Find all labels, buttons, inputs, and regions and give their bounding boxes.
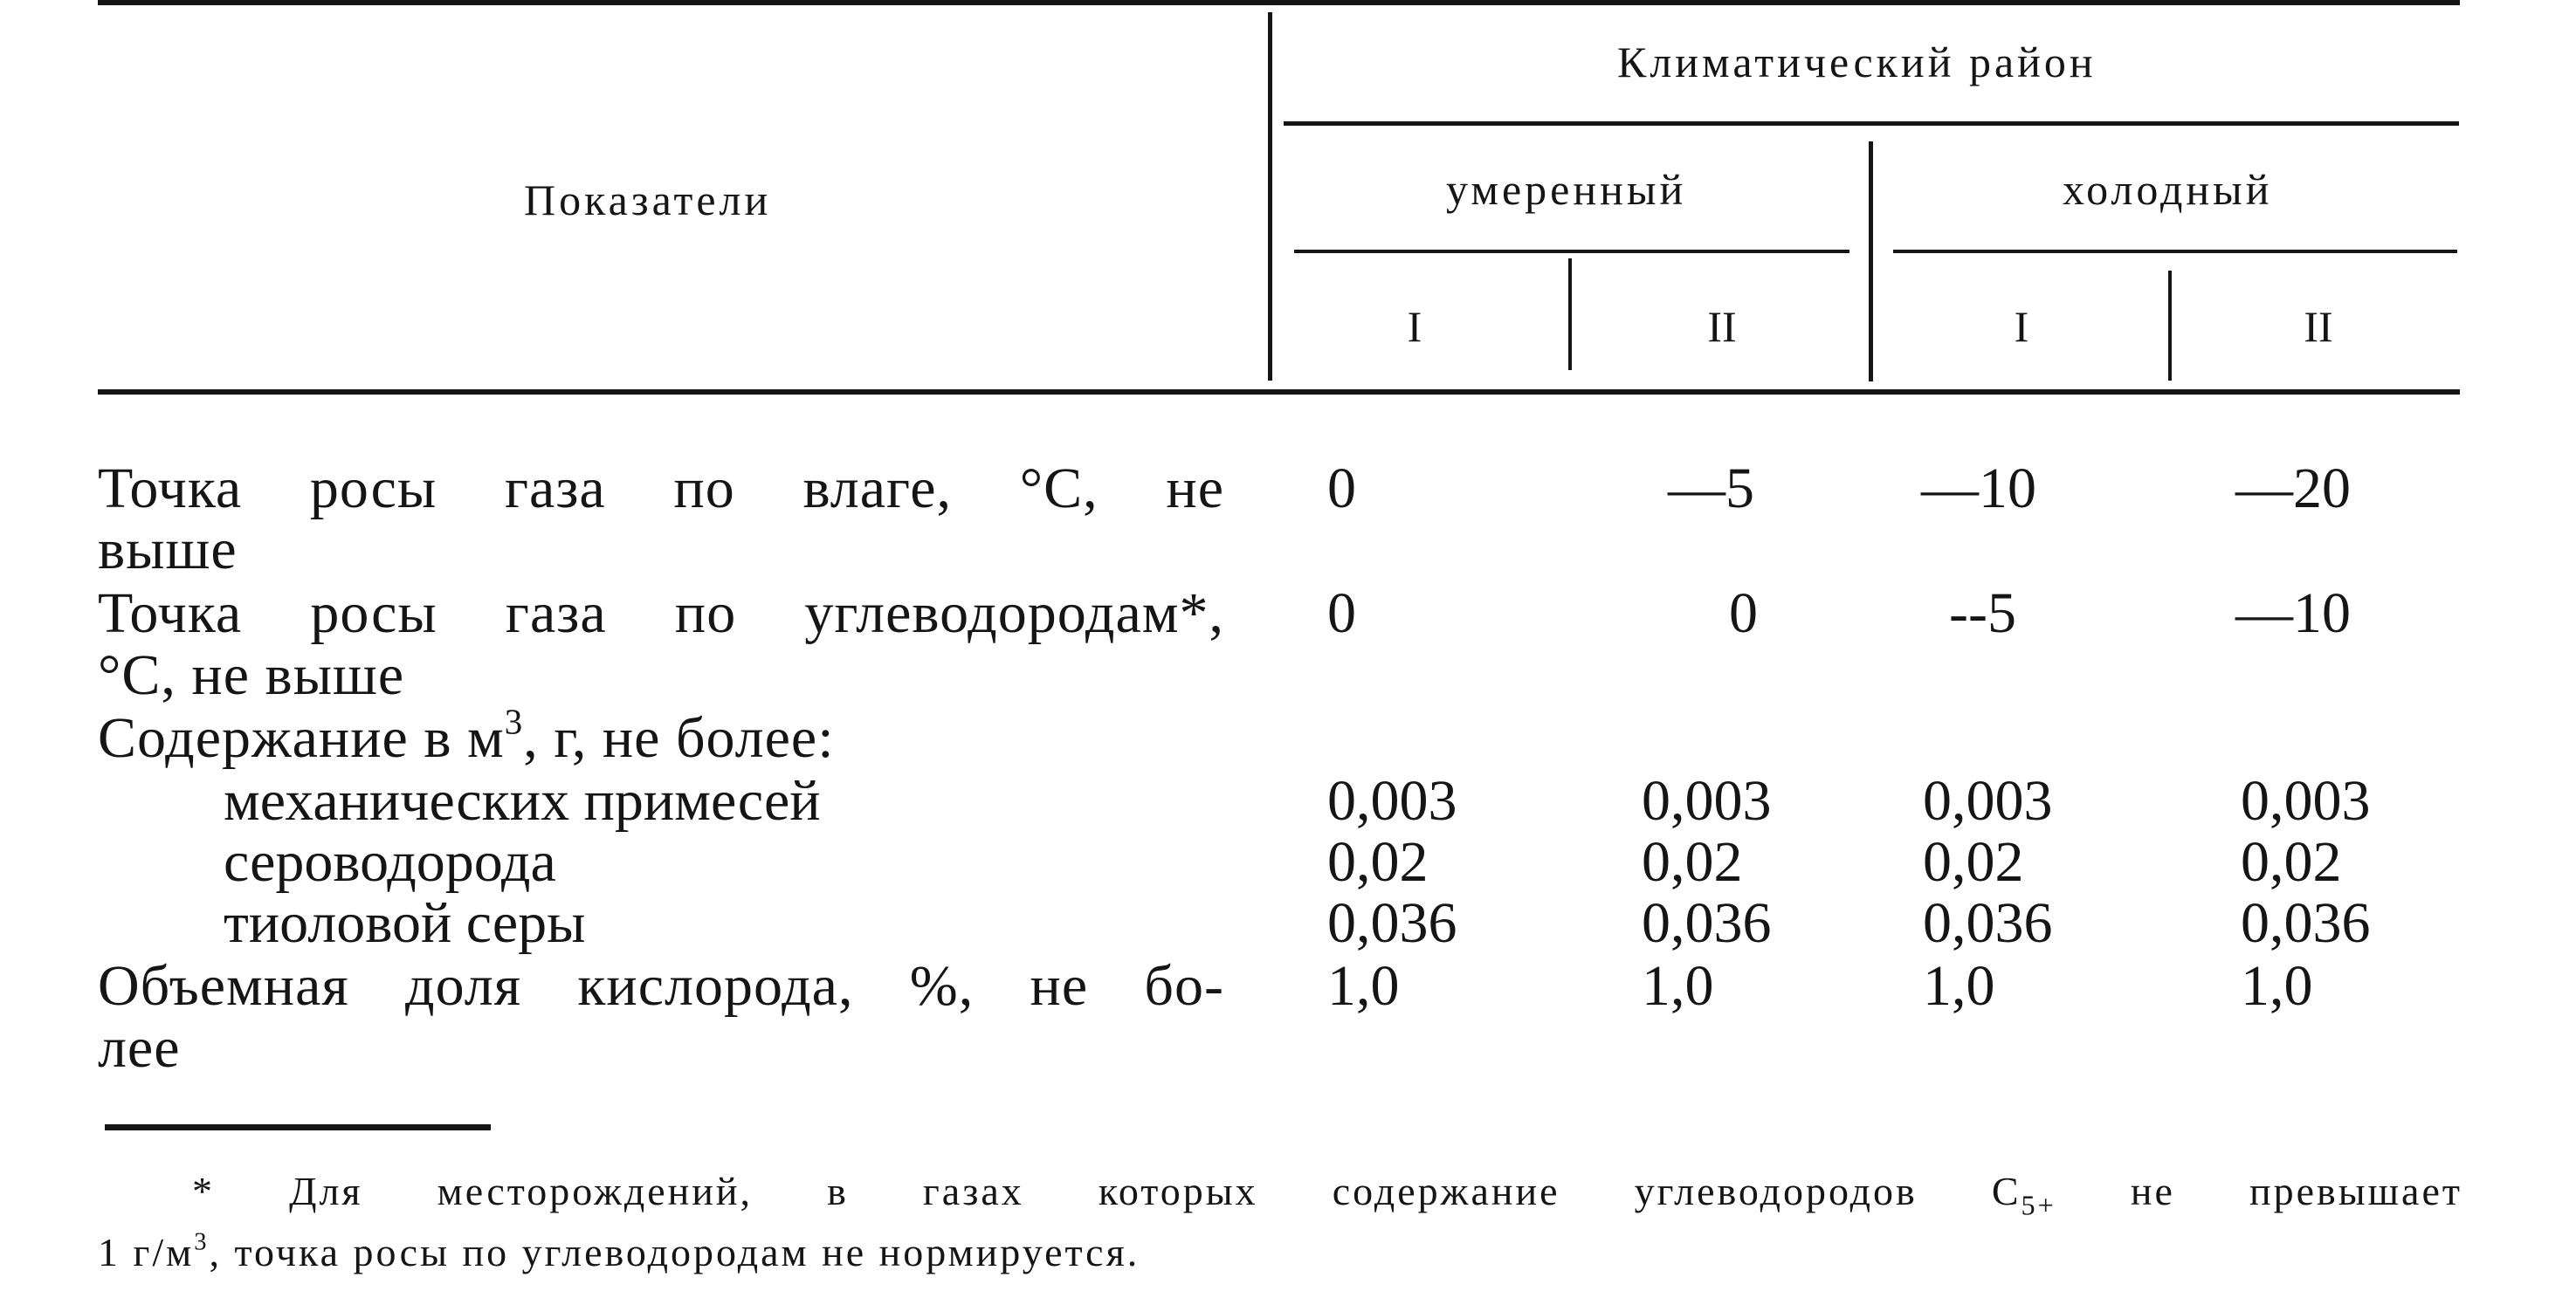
indicators-header: Показатели [524,175,772,224]
cold-underline [1893,250,2457,253]
footnote-line2-prefix: 1 г/м [98,1230,195,1274]
value-moderate-2: 0,02 [1642,830,1743,894]
value-moderate-1: 0 [1327,581,1356,645]
value-cold-2: 0,02 [2241,830,2342,894]
value-cold-2: 0,036 [2241,891,2371,955]
row-label: механических примесей [224,769,821,833]
value-moderate-2: 0 [1729,581,1758,645]
value-cold-2: 0,003 [2241,769,2371,833]
table-top-rule [98,0,2460,5]
row-label-line1: Объемная доля кислорода, %, не бо- [98,954,1224,1018]
moderate-underline [1294,250,1849,253]
footnote-line1-suffix: не превышает [2056,1169,2462,1213]
value-moderate-1: 0,02 [1327,830,1429,894]
value-cold-1: 0,003 [1923,769,2053,833]
header-divider-vertical [1268,12,1272,381]
footnote-separator [105,1124,491,1130]
row-label-line1: Точка росы газа по углеводородам*, [98,581,1224,645]
header-bottom-rule [98,389,2460,395]
subcolumn-cold-2: II [2304,302,2333,351]
footnote-subscript: 5+ [2021,1189,2056,1221]
climatic-region-header: Климатический район [1617,38,2097,86]
row-label-line2: лее [98,1016,181,1080]
value-moderate-1: 0,036 [1327,891,1457,955]
section-label [98,702,835,772]
row-label-line2: выше [98,518,238,581]
value-moderate-2: 0,036 [1642,891,1772,955]
footnote-line2-suffix: , точка росы по углеводородам не нормируется. [209,1230,1140,1274]
value-moderate-2: 0,003 [1642,769,1772,833]
value-cold-1: —10 [1921,457,2036,520]
section-label-superscript: 3 [504,702,524,742]
moderate-cold-divider [1869,141,1873,381]
section-label-prefix: Содержание в м [98,706,505,770]
row-label-line1: Точка росы газа по влаге, °С, не [98,457,1224,520]
value-cold-1: 0,036 [1923,891,2053,955]
cold-subcolumn-divider [2168,271,2172,381]
value-moderate-1: 0 [1327,457,1356,520]
row-label: тиоловой серы [224,891,586,955]
value-cold-1: --5 [1949,581,2016,645]
footnote-line2 [98,1229,1140,1275]
section-label-suffix: , г, не более: [523,706,835,770]
value-cold-1: 1,0 [1923,954,1995,1018]
value-moderate-1: 0,003 [1327,769,1457,833]
value-cold-2: —20 [2235,457,2351,520]
subcolumn-cold-1: I [2014,302,2029,351]
subcolumn-moderate-1: I [1407,302,1422,351]
footnote-line1-prefix: * Для месторождений, в газах которых содержание углеводородов С [192,1169,2022,1213]
footnote-line1 [192,1168,2462,1221]
moderate-subcolumn-divider [1568,258,1572,370]
row-label-line2: °С, не выше [98,643,405,707]
climatic-region-underline [1284,121,2459,126]
cold-header: холодный [2063,165,2273,214]
row-label: сероводорода [224,830,556,894]
value-moderate-2: 1,0 [1642,954,1714,1018]
value-cold-2: 1,0 [2241,954,2313,1018]
value-moderate-2: —5 [1668,457,1754,520]
value-cold-2: —10 [2235,581,2351,645]
subcolumn-moderate-2: II [1707,302,1737,351]
value-moderate-1: 1,0 [1327,954,1400,1018]
value-cold-1: 0,02 [1923,830,2024,894]
footnote-superscript: 3 [194,1228,210,1256]
moderate-header: умеренный [1446,165,1687,214]
